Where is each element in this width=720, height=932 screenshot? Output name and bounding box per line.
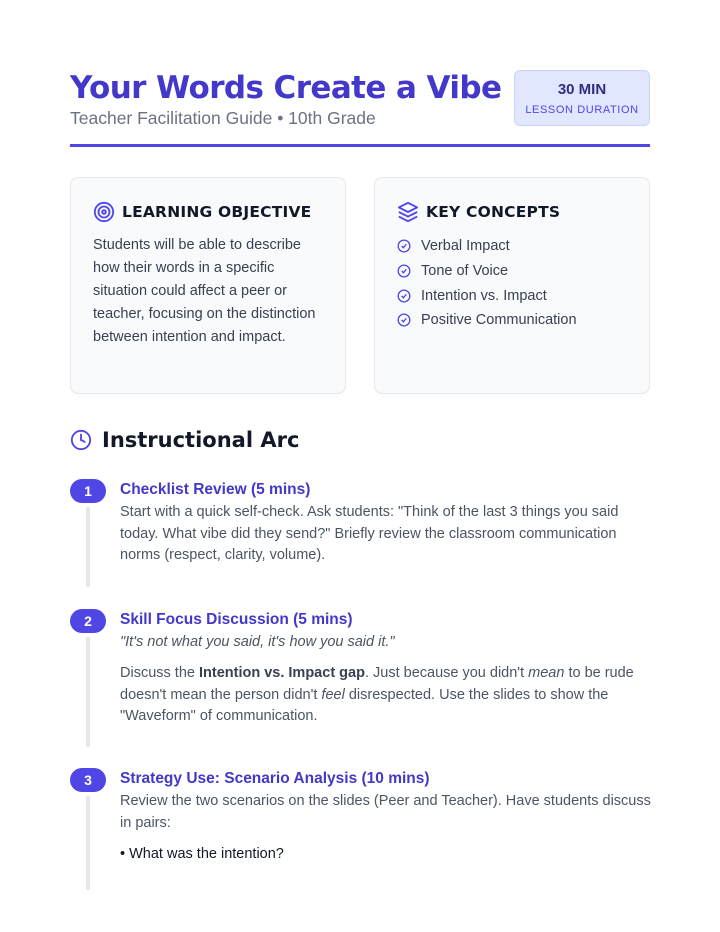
step-number-badge: 1 <box>70 479 106 503</box>
concept-label: Tone of Voice <box>421 263 509 280</box>
step-number-badge: 2 <box>70 609 106 633</box>
layers-icon <box>397 201 419 223</box>
page-subtitle: Teacher Facilitation Guide • 10th Grade <box>70 108 376 128</box>
key-concepts-title: KEY CONCEPTS <box>426 203 561 221</box>
step-text: Discuss the Intention vs. Impact gap. Just because you didn't mean to be rude doesn't mean the person didn't feel disrespected. Use the slides to show the "Waveform" of communication. <box>120 665 634 724</box>
list-item <box>397 308 627 333</box>
check-circle-icon <box>397 239 411 253</box>
learning-objective-text: Students will be able to describe how their words in a specific situation could affect a peer or teacher, focusing on the distinction between intention and impact. <box>93 237 316 345</box>
timeline-rail <box>86 507 90 587</box>
step-title: Skill Focus Discussion (5 mins) <box>120 611 353 628</box>
key-concepts-card <box>374 177 650 394</box>
check-circle-icon <box>397 313 411 327</box>
step-text: Start with a quick self-check. Ask students: "Think of the last 3 things you said today. What vibe did they send?" Briefly review the classroom communication norms (respect, clarity, volume). <box>120 504 619 563</box>
step-bullet: • What was the intention? <box>120 846 284 862</box>
step-number-badge: 3 <box>70 768 106 792</box>
concept-label: Intention vs. Impact <box>421 287 547 304</box>
page-title: Your Words Create a Vibe <box>70 70 502 106</box>
list-item <box>397 283 627 308</box>
concept-label: Positive Communication <box>421 312 577 329</box>
instructional-arc-title: Instructional Arc <box>102 428 300 452</box>
key-concepts-list <box>397 234 627 333</box>
instructional-arc-heading <box>70 428 299 452</box>
learning-objective-title: LEARNING OBJECTIVE <box>122 203 312 221</box>
duration-badge <box>514 70 650 126</box>
learning-objective-card <box>70 177 346 394</box>
check-circle-icon <box>397 264 411 278</box>
header-divider <box>70 144 650 147</box>
list-item <box>397 234 627 259</box>
step-title: Checklist Review (5 mins) <box>120 481 311 498</box>
concept-label: Verbal Impact <box>421 238 510 255</box>
timeline-rail <box>86 796 90 890</box>
step-quote: "It's not what you said, it's how you said it." <box>120 634 395 650</box>
duration-label: LESSON DURATION <box>525 104 639 116</box>
list-item <box>397 259 627 284</box>
step-text: Review the two scenarios on the slides (Peer and Teacher). Have students discuss in pairs: <box>120 793 651 831</box>
clock-icon <box>70 429 92 451</box>
header <box>70 68 650 148</box>
step-title: Strategy Use: Scenario Analysis (10 mins) <box>120 770 430 787</box>
check-circle-icon <box>397 289 411 303</box>
target-icon <box>93 201 115 223</box>
timeline-rail <box>86 637 90 747</box>
duration-value: 30 MIN <box>557 81 607 98</box>
